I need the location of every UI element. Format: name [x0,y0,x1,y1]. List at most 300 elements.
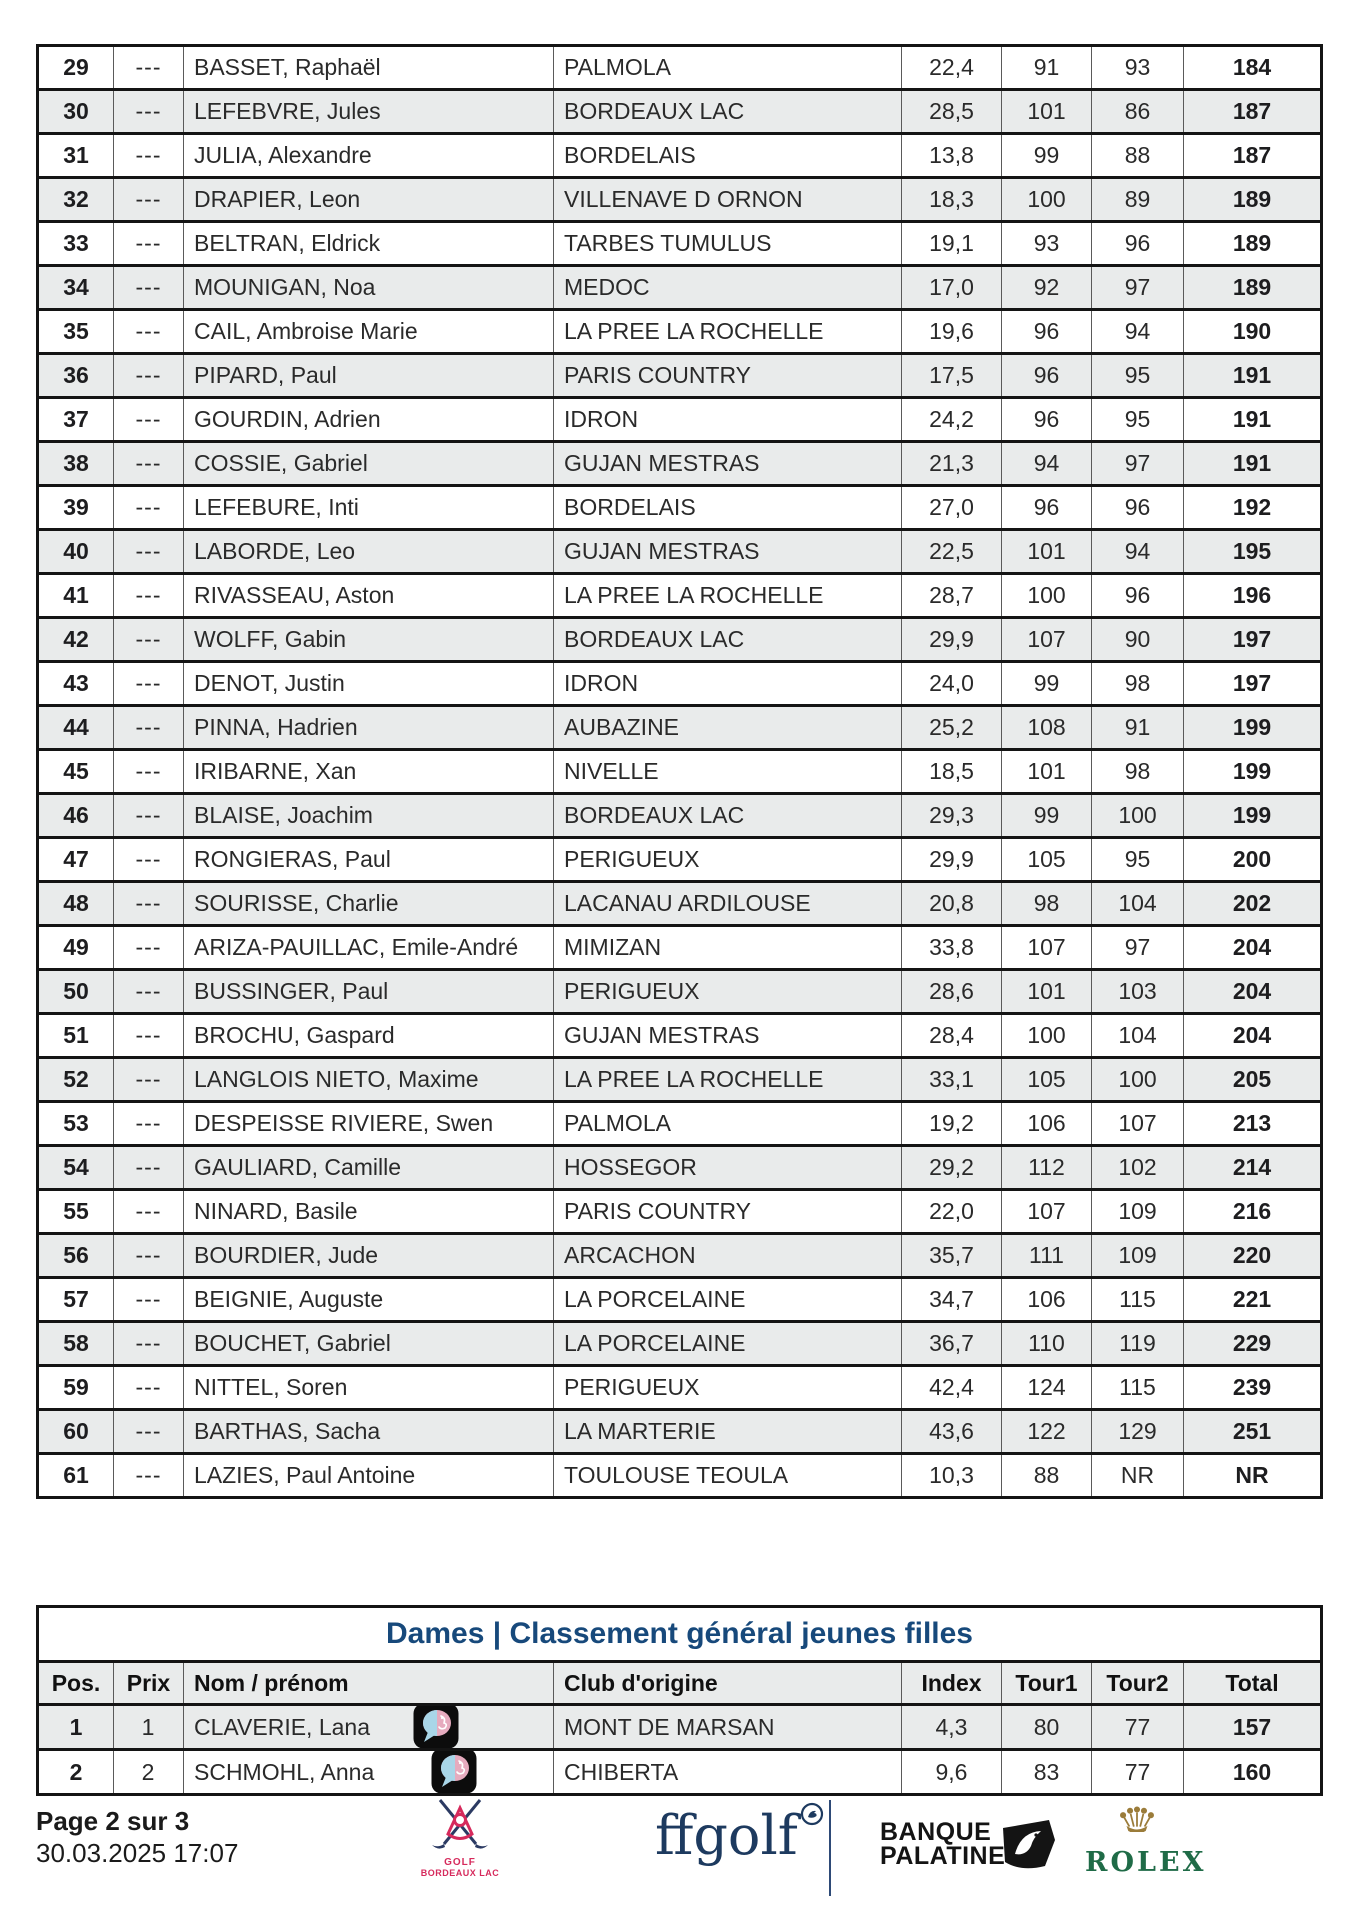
tour2-cell: 95 [1092,398,1184,442]
index-cell: 29,2 [902,1146,1002,1190]
index-cell: 28,6 [902,970,1002,1014]
total-cell: 229 [1184,1322,1322,1366]
club-cell: BORDEAUX LAC [554,90,902,134]
table-row [38,1058,1322,1102]
table-row [38,926,1322,970]
player-name-cell: BLAISE, Joachim [184,794,554,838]
table-row [38,398,1322,442]
club-cell: PALMOLA [554,46,902,90]
player-name-cell: CLAVERIE, Lana [184,1705,554,1750]
club-cell: LA PREE LA ROCHELLE [554,574,902,618]
prize-cell: --- [114,794,184,838]
club-cell: GUJAN MESTRAS [554,442,902,486]
prize-cell: --- [114,1410,184,1454]
table-row [38,1234,1322,1278]
table-row [38,1322,1322,1366]
position-cell: 39 [38,486,114,530]
prize-cell: --- [114,1278,184,1322]
table-row [38,662,1322,706]
tour1-cell: 99 [1002,134,1092,178]
tour2-cell: 102 [1092,1146,1184,1190]
index-cell: 10,3 [902,1454,1002,1498]
club-cell: MEDOC [554,266,902,310]
tour2-cell: 119 [1092,1322,1184,1366]
player-name-cell: RONGIERAS, Paul [184,838,554,882]
ffgolf-logo [655,1802,824,1867]
position-cell: 56 [38,1234,114,1278]
player-name-cell: NITTEL, Soren [184,1366,554,1410]
prize-cell: --- [114,310,184,354]
prize-cell: --- [114,838,184,882]
club-cell: PERIGUEUX [554,970,902,1014]
table-row [38,530,1322,574]
prize-cell: --- [114,1058,184,1102]
total-cell: 199 [1184,750,1322,794]
rolex-logo [1085,1806,1207,1878]
prize-cell: --- [114,970,184,1014]
total-cell: 189 [1184,222,1322,266]
column-header-nom-pr-nom: Nom / prénom [184,1662,554,1705]
club-cell: AUBAZINE [554,706,902,750]
ffgolf-wordmark: ffgolf [655,1804,798,1867]
player-name-cell: BASSET, Raphaël [184,46,554,90]
total-cell: 204 [1184,970,1322,1014]
player-name-cell: MOUNIGAN, Noa [184,266,554,310]
tour1-cell: 91 [1002,46,1092,90]
table-row [38,574,1322,618]
club-cell: GUJAN MESTRAS [554,1014,902,1058]
palatine-horse-flag-icon [999,1818,1057,1872]
tour1-cell: 100 [1002,574,1092,618]
position-cell: 41 [38,574,114,618]
club-cell: BORDELAIS [554,134,902,178]
table-row [38,1750,1322,1795]
position-cell: 51 [38,1014,114,1058]
position-cell: 61 [38,1454,114,1498]
club-cell: BORDELAIS [554,486,902,530]
index-cell: 20,8 [902,882,1002,926]
tour2-cell: 96 [1092,486,1184,530]
boys-ranking-table [36,44,1323,1499]
index-cell: 17,0 [902,266,1002,310]
tour1-cell: 105 [1002,838,1092,882]
tour2-cell: 88 [1092,134,1184,178]
player-name-cell: SCHMOHL, Anna [184,1750,554,1795]
tour1-cell: 110 [1002,1322,1092,1366]
position-cell: 45 [38,750,114,794]
position-cell: 1 [38,1705,114,1750]
prize-cell: --- [114,90,184,134]
position-cell: 58 [38,1322,114,1366]
tour2-cell: 109 [1092,1234,1184,1278]
total-cell: 197 [1184,662,1322,706]
girls-section-title [38,1607,1322,1662]
club-cell: ARCACHON [554,1234,902,1278]
club-logo-text-1: GOLF [444,1857,476,1868]
column-header-total: Total [1184,1662,1322,1705]
tour1-cell: 96 [1002,486,1092,530]
position-cell: 29 [38,46,114,90]
column-header-tour2: Tour2 [1092,1662,1184,1705]
player-name-cell: ARIZA-PAUILLAC, Emile-André [184,926,554,970]
position-cell: 54 [38,1146,114,1190]
index-cell: 19,2 [902,1102,1002,1146]
tour2-cell: 95 [1092,838,1184,882]
tour2-cell: 94 [1092,530,1184,574]
column-header-index: Index [902,1662,1002,1705]
total-cell: 196 [1184,574,1322,618]
tour2-cell: 115 [1092,1278,1184,1322]
tour2-cell: 98 [1092,750,1184,794]
index-cell: 34,7 [902,1278,1002,1322]
index-cell: 33,1 [902,1058,1002,1102]
player-name-cell: BARTHAS, Sacha [184,1410,554,1454]
prize-cell: --- [114,442,184,486]
tour1-cell: 101 [1002,530,1092,574]
total-cell: 204 [1184,926,1322,970]
prize-cell: --- [114,1014,184,1058]
player-name-cell: GOURDIN, Adrien [184,398,554,442]
footer-divider [829,1800,831,1896]
club-cell: BORDEAUX LAC [554,618,902,662]
position-cell: 40 [38,530,114,574]
tour2-cell: 97 [1092,926,1184,970]
table-row [38,794,1322,838]
total-cell: 216 [1184,1190,1322,1234]
club-cell: PALMOLA [554,1102,902,1146]
prize-cell: --- [114,882,184,926]
player-name-cell: RIVASSEAU, Aston [184,574,554,618]
table-row [38,442,1322,486]
total-cell: 251 [1184,1410,1322,1454]
tour2-cell: NR [1092,1454,1184,1498]
club-cell: MONT DE MARSAN [554,1705,902,1750]
tour1-cell: 100 [1002,178,1092,222]
index-cell: 13,8 [902,134,1002,178]
tour2-cell: 94 [1092,310,1184,354]
tour1-cell: 111 [1002,1234,1092,1278]
prize-cell: --- [114,706,184,750]
total-cell: 189 [1184,178,1322,222]
prize-cell: --- [114,398,184,442]
tour2-cell: 93 [1092,46,1184,90]
tour1-cell: 96 [1002,310,1092,354]
position-cell: 31 [38,134,114,178]
prize-cell: --- [114,750,184,794]
total-cell: 202 [1184,882,1322,926]
total-cell: 220 [1184,1234,1322,1278]
index-cell: 29,9 [902,838,1002,882]
tour1-cell: 108 [1002,706,1092,750]
prize-cell: --- [114,134,184,178]
total-cell: 187 [1184,90,1322,134]
club-cell: PARIS COUNTRY [554,354,902,398]
tour1-cell: 101 [1002,750,1092,794]
bank-logo-text-2: PALATINE [880,1842,1006,1870]
girls-section-title-row [38,1607,1322,1662]
tour1-cell: 94 [1002,442,1092,486]
tour2-cell: 104 [1092,1014,1184,1058]
tour1-cell: 98 [1002,882,1092,926]
position-cell: 53 [38,1102,114,1146]
total-cell: 204 [1184,1014,1322,1058]
table-row [38,1190,1322,1234]
tour1-cell: 96 [1002,354,1092,398]
club-cell: NIVELLE [554,750,902,794]
club-cell: LA MARTERIE [554,1410,902,1454]
tour2-cell: 89 [1092,178,1184,222]
player-name-cell: DESPEISSE RIVIERE, Swen [184,1102,554,1146]
total-cell: 197 [1184,618,1322,662]
crossed-golf-clubs-icon [418,1798,502,1854]
table-row [38,750,1322,794]
club-cell: PARIS COUNTRY [554,1190,902,1234]
player-name-cell: SOURISSE, Charlie [184,882,554,926]
golf-bordeaux-lac-logo [418,1798,502,1878]
index-cell: 24,2 [902,398,1002,442]
tour2-cell: 91 [1092,706,1184,750]
prize-cell: --- [114,1102,184,1146]
total-cell: 213 [1184,1102,1322,1146]
girls-header-row [38,1662,1322,1705]
tour2-cell: 77 [1092,1705,1184,1750]
banque-palatine-logo [880,1818,1057,1872]
total-cell: 191 [1184,442,1322,486]
tour1-cell: 122 [1002,1410,1092,1454]
column-header-tour1: Tour1 [1002,1662,1092,1705]
position-cell: 47 [38,838,114,882]
position-cell: 50 [38,970,114,1014]
prize-cell: --- [114,178,184,222]
tour1-cell: 101 [1002,90,1092,134]
tour1-cell: 124 [1002,1366,1092,1410]
index-cell: 22,5 [902,530,1002,574]
table-row [38,1014,1322,1058]
index-cell: 29,3 [902,794,1002,838]
prize-cell: --- [114,574,184,618]
index-cell: 25,2 [902,706,1002,750]
table-row [38,1410,1322,1454]
player-name-cell: LANGLOIS NIETO, Maxime [184,1058,554,1102]
total-cell: 199 [1184,706,1322,750]
index-cell: 17,5 [902,354,1002,398]
total-cell: 190 [1184,310,1322,354]
tour2-cell: 100 [1092,1058,1184,1102]
tour2-cell: 86 [1092,90,1184,134]
prize-cell: --- [114,486,184,530]
tour1-cell: 92 [1002,266,1092,310]
tour2-cell: 100 [1092,794,1184,838]
prize-cell: --- [114,1454,184,1498]
club-cell: GUJAN MESTRAS [554,530,902,574]
club-cell: PERIGUEUX [554,838,902,882]
position-cell: 33 [38,222,114,266]
prize-cell: --- [114,1366,184,1410]
table-row [38,266,1322,310]
position-cell: 38 [38,442,114,486]
tour1-cell: 83 [1002,1750,1092,1795]
tour2-cell: 77 [1092,1750,1184,1795]
position-cell: 60 [38,1410,114,1454]
player-name-cell: BOUCHET, Gabriel [184,1322,554,1366]
index-cell: 28,4 [902,1014,1002,1058]
table-row [38,90,1322,134]
position-cell: 43 [38,662,114,706]
rolex-crown-icon [1118,1806,1156,1832]
table-row [38,222,1322,266]
position-cell: 46 [38,794,114,838]
position-cell: 55 [38,1190,114,1234]
column-header-pos: Pos. [38,1662,114,1705]
club-cell: LA PREE LA ROCHELLE [554,1058,902,1102]
player-name-cell: IRIBARNE, Xan [184,750,554,794]
index-cell: 33,8 [902,926,1002,970]
tour1-cell: 106 [1002,1278,1092,1322]
page-number: Page 2 sur 3 [36,1806,190,1836]
club-cell: LA PORCELAINE [554,1322,902,1366]
tour2-cell: 107 [1092,1102,1184,1146]
player-name-cell: LAZIES, Paul Antoine [184,1454,554,1498]
index-cell: 19,1 [902,222,1002,266]
tour2-cell: 104 [1092,882,1184,926]
tour1-cell: 99 [1002,662,1092,706]
prize-cell: --- [114,618,184,662]
index-cell: 18,5 [902,750,1002,794]
index-cell: 22,4 [902,46,1002,90]
table-row [38,178,1322,222]
player-name-cell: BELTRAN, Eldrick [184,222,554,266]
tour1-cell: 107 [1002,1190,1092,1234]
index-cell: 29,9 [902,618,1002,662]
player-name-cell: BROCHU, Gaspard [184,1014,554,1058]
position-cell: 44 [38,706,114,750]
tour2-cell: 97 [1092,442,1184,486]
table-row [38,970,1322,1014]
position-cell: 48 [38,882,114,926]
total-cell: 239 [1184,1366,1322,1410]
timestamp: 30.03.2025 17:07 [36,1837,239,1868]
tour1-cell: 107 [1002,926,1092,970]
prize-cell: 2 [114,1750,184,1795]
position-cell: 36 [38,354,114,398]
tour1-cell: 93 [1002,222,1092,266]
total-cell: 199 [1184,794,1322,838]
tour2-cell: 96 [1092,222,1184,266]
league-flag-icon [430,1750,478,1795]
rooster-badge-icon [800,1802,824,1826]
position-cell: 59 [38,1366,114,1410]
table-row [38,1705,1322,1750]
table-row [38,354,1322,398]
index-cell: 22,0 [902,1190,1002,1234]
prize-cell: --- [114,1322,184,1366]
page-info [36,1806,238,1869]
player-name-cell: DENOT, Justin [184,662,554,706]
player-name-cell: WOLFF, Gabin [184,618,554,662]
tour2-cell: 95 [1092,354,1184,398]
position-cell: 52 [38,1058,114,1102]
tour2-cell: 129 [1092,1410,1184,1454]
player-name-cell: JULIA, Alexandre [184,134,554,178]
club-cell: TARBES TUMULUS [554,222,902,266]
player-name-cell: COSSIE, Gabriel [184,442,554,486]
tour1-cell: 112 [1002,1146,1092,1190]
total-cell: 191 [1184,398,1322,442]
club-logo-text-2: BORDEAUX LAC [420,1868,500,1878]
index-cell: 43,6 [902,1410,1002,1454]
club-cell: PERIGUEUX [554,1366,902,1410]
player-name-cell: BUSSINGER, Paul [184,970,554,1014]
table-row [38,618,1322,662]
table-row [38,1366,1322,1410]
tour2-cell: 98 [1092,662,1184,706]
index-cell: 28,5 [902,90,1002,134]
club-cell: IDRON [554,662,902,706]
total-cell: 200 [1184,838,1322,882]
tour1-cell: 101 [1002,970,1092,1014]
index-cell: 18,3 [902,178,1002,222]
prize-cell: --- [114,1190,184,1234]
tour1-cell: 100 [1002,1014,1092,1058]
position-cell: 42 [38,618,114,662]
club-cell: LA PREE LA ROCHELLE [554,310,902,354]
total-cell: 191 [1184,354,1322,398]
position-cell: 57 [38,1278,114,1322]
tour2-cell: 90 [1092,618,1184,662]
table-row [38,838,1322,882]
table-row [38,1454,1322,1498]
index-cell: 28,7 [902,574,1002,618]
table-row [38,1146,1322,1190]
tour1-cell: 106 [1002,1102,1092,1146]
column-header-club-d-origine: Club d'origine [554,1662,902,1705]
index-cell: 19,6 [902,310,1002,354]
total-cell: NR [1184,1454,1322,1498]
position-cell: 35 [38,310,114,354]
player-name-cell: CAIL, Ambroise Marie [184,310,554,354]
position-cell: 32 [38,178,114,222]
total-cell: 195 [1184,530,1322,574]
table-row [38,310,1322,354]
club-cell: IDRON [554,398,902,442]
prize-cell: --- [114,530,184,574]
index-cell: 9,6 [902,1750,1002,1795]
tour2-cell: 97 [1092,266,1184,310]
prize-cell: --- [114,926,184,970]
club-cell: LA PORCELAINE [554,1278,902,1322]
total-cell: 187 [1184,134,1322,178]
index-cell: 36,7 [902,1322,1002,1366]
prize-cell: --- [114,662,184,706]
bank-logo-text-1: BANQUE [880,1818,992,1847]
club-cell: CHIBERTA [554,1750,902,1795]
player-name-cell: BOURDIER, Jude [184,1234,554,1278]
tour1-cell: 107 [1002,618,1092,662]
tour2-cell: 103 [1092,970,1184,1014]
table-row [38,486,1322,530]
tour2-cell: 96 [1092,574,1184,618]
table-row [38,134,1322,178]
prize-cell: --- [114,46,184,90]
tour1-cell: 80 [1002,1705,1092,1750]
index-cell: 42,4 [902,1366,1002,1410]
club-cell: MIMIZAN [554,926,902,970]
prize-cell: --- [114,1234,184,1278]
position-cell: 2 [38,1750,114,1795]
table-row [38,46,1322,90]
index-cell: 24,0 [902,662,1002,706]
tour1-cell: 88 [1002,1454,1092,1498]
